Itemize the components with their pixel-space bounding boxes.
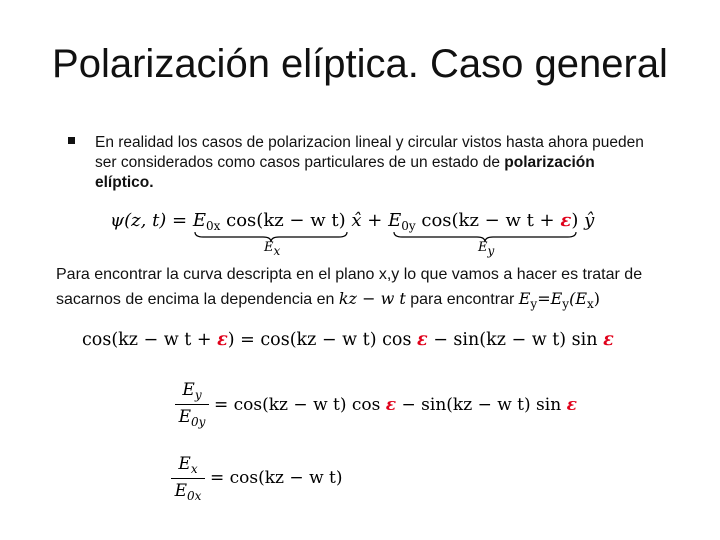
bullet-square-icon: [68, 137, 75, 144]
eq1-unit-y: ŷ: [584, 210, 595, 231]
underbrace-ey-label: Ey: [478, 240, 495, 258]
equation-ey-ratio: = cos(kz − w t) cos ε − sin(kz − w t) sin ε: [214, 395, 577, 415]
explanation-paragraph: Para encontrar la curva descripta en el plano x,y lo que vamos a hacer es tratar de sacarnos de encima la dependencia en kz − w t para encontrar $E_y=E_y(E_x)$: [56, 266, 643, 311]
fraction-ey-over-e0y: $E_y$ $E_{0y}$: [175, 380, 209, 429]
eq1-unit-x: x̂: [351, 210, 362, 231]
bullet-text: En realidad los casos de polarizacion lineal y circular vistos hasta ahora pueden ser considerados como casos particulares de un estado de polarización elíptico.: [95, 134, 644, 191]
equation-ex-ratio: = cos(kz − w t): [210, 468, 343, 488]
equation-cos-sum: cos(kz − w t + ε) = cos(kz − w t) cos ε − sin(kz − w t) sin ε: [82, 330, 614, 350]
eq1-plus: +: [367, 210, 383, 231]
slide-title: Polarización elíptica. Caso general: [52, 42, 668, 86]
equation-field: [110, 210, 594, 233]
eq1-term1: $E_{0x}$ cos(kz − w t): [192, 210, 346, 233]
eq1-vector-psi: ψ(z, t) =: [110, 210, 188, 231]
fraction-ex-over-e0x: $E_x$ $E_{0x}$: [171, 454, 205, 503]
eq1-term2: $E_{0y}$ cos(kz − w t + ε): [388, 210, 579, 233]
underbrace-ex-label: Ex: [264, 240, 281, 258]
